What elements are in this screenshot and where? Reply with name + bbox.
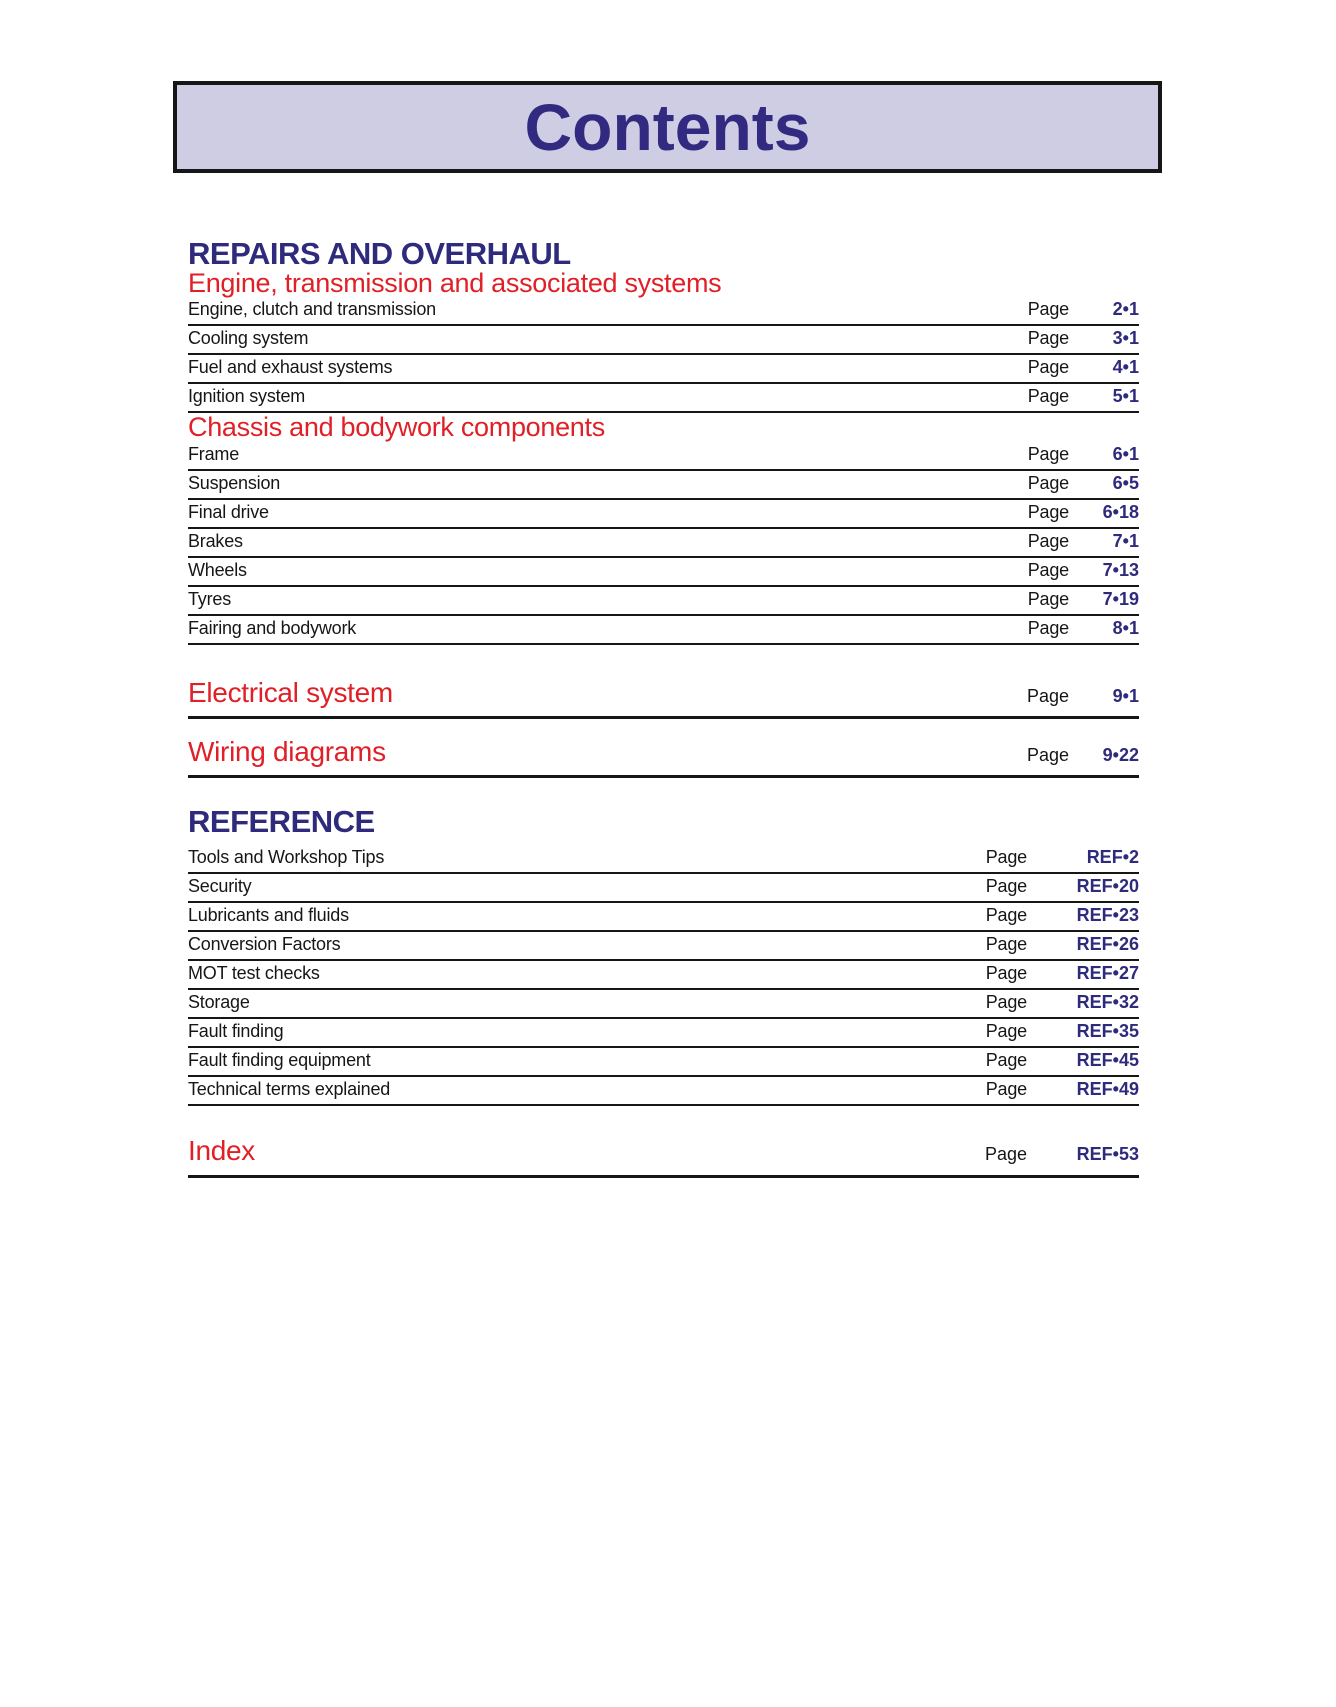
group-chassis-bodywork bbox=[188, 413, 1139, 644]
page-word: Page bbox=[1027, 501, 1069, 522]
page-reference bbox=[1028, 299, 1139, 319]
page-number: REF•2 bbox=[1086, 847, 1139, 868]
toc-row bbox=[188, 845, 1139, 874]
page-number: 2•1 bbox=[1112, 299, 1139, 320]
page-number: 9•22 bbox=[1102, 745, 1139, 766]
toc-row-label: Cooling system bbox=[188, 328, 309, 349]
page-number: REF•35 bbox=[1076, 1021, 1139, 1042]
page-number: 7•13 bbox=[1102, 559, 1139, 580]
page-word: Page bbox=[1027, 588, 1069, 609]
page-reference bbox=[1028, 328, 1139, 348]
toc-row-label: Brakes bbox=[188, 530, 243, 551]
page-word: Page bbox=[985, 934, 1027, 955]
toc-row-label: Technical terms explained bbox=[188, 1079, 391, 1100]
page-reference bbox=[1027, 745, 1139, 765]
toc-rows-reference bbox=[188, 845, 1139, 1106]
page-reference bbox=[1028, 589, 1139, 609]
page-reference bbox=[1027, 686, 1139, 706]
page-word: Page bbox=[1027, 530, 1069, 551]
page-number: REF•49 bbox=[1076, 1079, 1139, 1100]
page-number: 6•5 bbox=[1112, 472, 1139, 493]
page-reference bbox=[1028, 560, 1139, 580]
toc-row bbox=[188, 442, 1139, 471]
page-number: 7•19 bbox=[1102, 588, 1139, 609]
toc-row-label: Conversion Factors bbox=[188, 934, 341, 955]
toc-row bbox=[188, 355, 1139, 384]
toc-row-label: Frame bbox=[188, 443, 240, 464]
toc-row bbox=[188, 874, 1139, 903]
entry-heading-electrical-system: Electrical system bbox=[188, 676, 393, 708]
page-number: REF•27 bbox=[1076, 963, 1139, 984]
page-number: REF•53 bbox=[1076, 1144, 1139, 1165]
page-word: Page bbox=[985, 1079, 1027, 1100]
toc-row bbox=[188, 932, 1139, 961]
page-number: 6•18 bbox=[1102, 501, 1139, 522]
page-number: 4•1 bbox=[1112, 357, 1139, 378]
page-word: Page bbox=[985, 847, 1027, 868]
page-word: Page bbox=[1027, 357, 1069, 378]
group-heading-chassis-bodywork: Chassis and bodywork components bbox=[188, 412, 605, 443]
contents-body bbox=[188, 173, 1139, 1178]
toc-row bbox=[188, 990, 1139, 1019]
toc-rows-engine bbox=[188, 297, 1139, 413]
entry-wiring-diagrams bbox=[188, 737, 1139, 778]
entry-electrical-system bbox=[188, 678, 1139, 719]
toc-row-label: Suspension bbox=[188, 472, 281, 493]
section-heading-repairs-and-overhaul: REPAIRS AND OVERHAUL bbox=[188, 236, 571, 271]
toc-row bbox=[188, 903, 1139, 932]
page-reference bbox=[986, 992, 1139, 1012]
page-reference bbox=[986, 847, 1139, 867]
toc-row bbox=[188, 529, 1139, 558]
page-word: Page bbox=[985, 905, 1027, 926]
toc-row bbox=[188, 587, 1139, 616]
page-reference bbox=[986, 876, 1139, 896]
page-number: REF•20 bbox=[1076, 876, 1139, 897]
page-reference bbox=[1028, 357, 1139, 377]
toc-row bbox=[188, 384, 1139, 413]
page-word: Page bbox=[1027, 559, 1069, 580]
toc-rows-chassis bbox=[188, 442, 1139, 645]
toc-row bbox=[188, 326, 1139, 355]
page-word: Page bbox=[1026, 685, 1069, 706]
page-number: 6•1 bbox=[1112, 443, 1139, 464]
page-reference bbox=[1028, 618, 1139, 638]
page-number: 3•1 bbox=[1112, 328, 1139, 349]
page-reference bbox=[985, 1144, 1139, 1164]
page-word: Page bbox=[985, 963, 1027, 984]
toc-row-label: Tyres bbox=[188, 588, 232, 609]
page-reference bbox=[1028, 386, 1139, 406]
page-word: Page bbox=[1026, 745, 1069, 766]
page-reference bbox=[986, 905, 1139, 925]
toc-row bbox=[188, 1048, 1139, 1077]
toc-row-label: Storage bbox=[188, 992, 250, 1013]
toc-row-label: Tools and Workshop Tips bbox=[188, 847, 385, 868]
entry-heading-index: Index bbox=[188, 1135, 255, 1167]
toc-row-label: Engine, clutch and transmission bbox=[188, 299, 436, 320]
page-word: Page bbox=[1027, 386, 1069, 407]
page-number: REF•32 bbox=[1076, 992, 1139, 1013]
page-title-banner bbox=[173, 81, 1162, 173]
page-reference bbox=[986, 1021, 1139, 1041]
page-number: 7•1 bbox=[1112, 530, 1139, 551]
page-reference bbox=[986, 1050, 1139, 1070]
page-word: Page bbox=[985, 876, 1027, 897]
page-word: Page bbox=[1027, 443, 1069, 464]
toc-row-label: Fairing and bodywork bbox=[188, 617, 357, 638]
toc-row bbox=[188, 1019, 1139, 1048]
toc-row-label: Fault finding bbox=[188, 1021, 284, 1042]
page-number: REF•23 bbox=[1076, 905, 1139, 926]
page-number: REF•26 bbox=[1076, 934, 1139, 955]
page-word: Page bbox=[984, 1144, 1027, 1165]
page-word: Page bbox=[1027, 617, 1069, 638]
toc-row bbox=[188, 616, 1139, 645]
toc-row bbox=[188, 500, 1139, 529]
page-reference bbox=[1028, 473, 1139, 493]
page-reference bbox=[986, 963, 1139, 983]
page-reference bbox=[986, 1079, 1139, 1099]
toc-row bbox=[188, 297, 1139, 326]
page-reference bbox=[986, 934, 1139, 954]
page-number: 5•1 bbox=[1112, 386, 1139, 407]
page-number: 8•1 bbox=[1112, 617, 1139, 638]
page-reference bbox=[1028, 502, 1139, 522]
toc-row-label: Wheels bbox=[188, 559, 247, 580]
toc-row-label: Fault finding equipment bbox=[188, 1050, 371, 1071]
group-engine-transmission bbox=[188, 269, 1139, 413]
page-reference bbox=[1028, 531, 1139, 551]
toc-row-label: MOT test checks bbox=[188, 963, 320, 984]
toc-row bbox=[188, 558, 1139, 587]
page-number: REF•45 bbox=[1076, 1050, 1139, 1071]
page-title: Contents bbox=[524, 90, 811, 164]
entry-index bbox=[188, 1136, 1139, 1177]
section-heading-reference: REFERENCE bbox=[188, 804, 375, 840]
page-word: Page bbox=[985, 1050, 1027, 1071]
toc-row bbox=[188, 1077, 1139, 1106]
page-word: Page bbox=[985, 1021, 1027, 1042]
toc-row-label: Final drive bbox=[188, 501, 269, 522]
page-word: Page bbox=[1027, 472, 1069, 493]
toc-row bbox=[188, 471, 1139, 500]
group-heading-engine-transmission: Engine, transmission and associated systems bbox=[188, 268, 722, 298]
toc-row-label: Lubricants and fluids bbox=[188, 905, 349, 926]
page-reference bbox=[1028, 444, 1139, 464]
toc-row bbox=[188, 961, 1139, 990]
toc-row-label: Security bbox=[188, 876, 252, 897]
page-word: Page bbox=[1027, 299, 1069, 320]
toc-row-label: Fuel and exhaust systems bbox=[188, 357, 393, 378]
page-number: 9•1 bbox=[1112, 685, 1139, 706]
entry-heading-wiring-diagrams: Wiring diagrams bbox=[188, 736, 386, 768]
page-word: Page bbox=[985, 992, 1027, 1013]
page-word: Page bbox=[1027, 328, 1069, 349]
toc-row-label: Ignition system bbox=[188, 386, 306, 407]
